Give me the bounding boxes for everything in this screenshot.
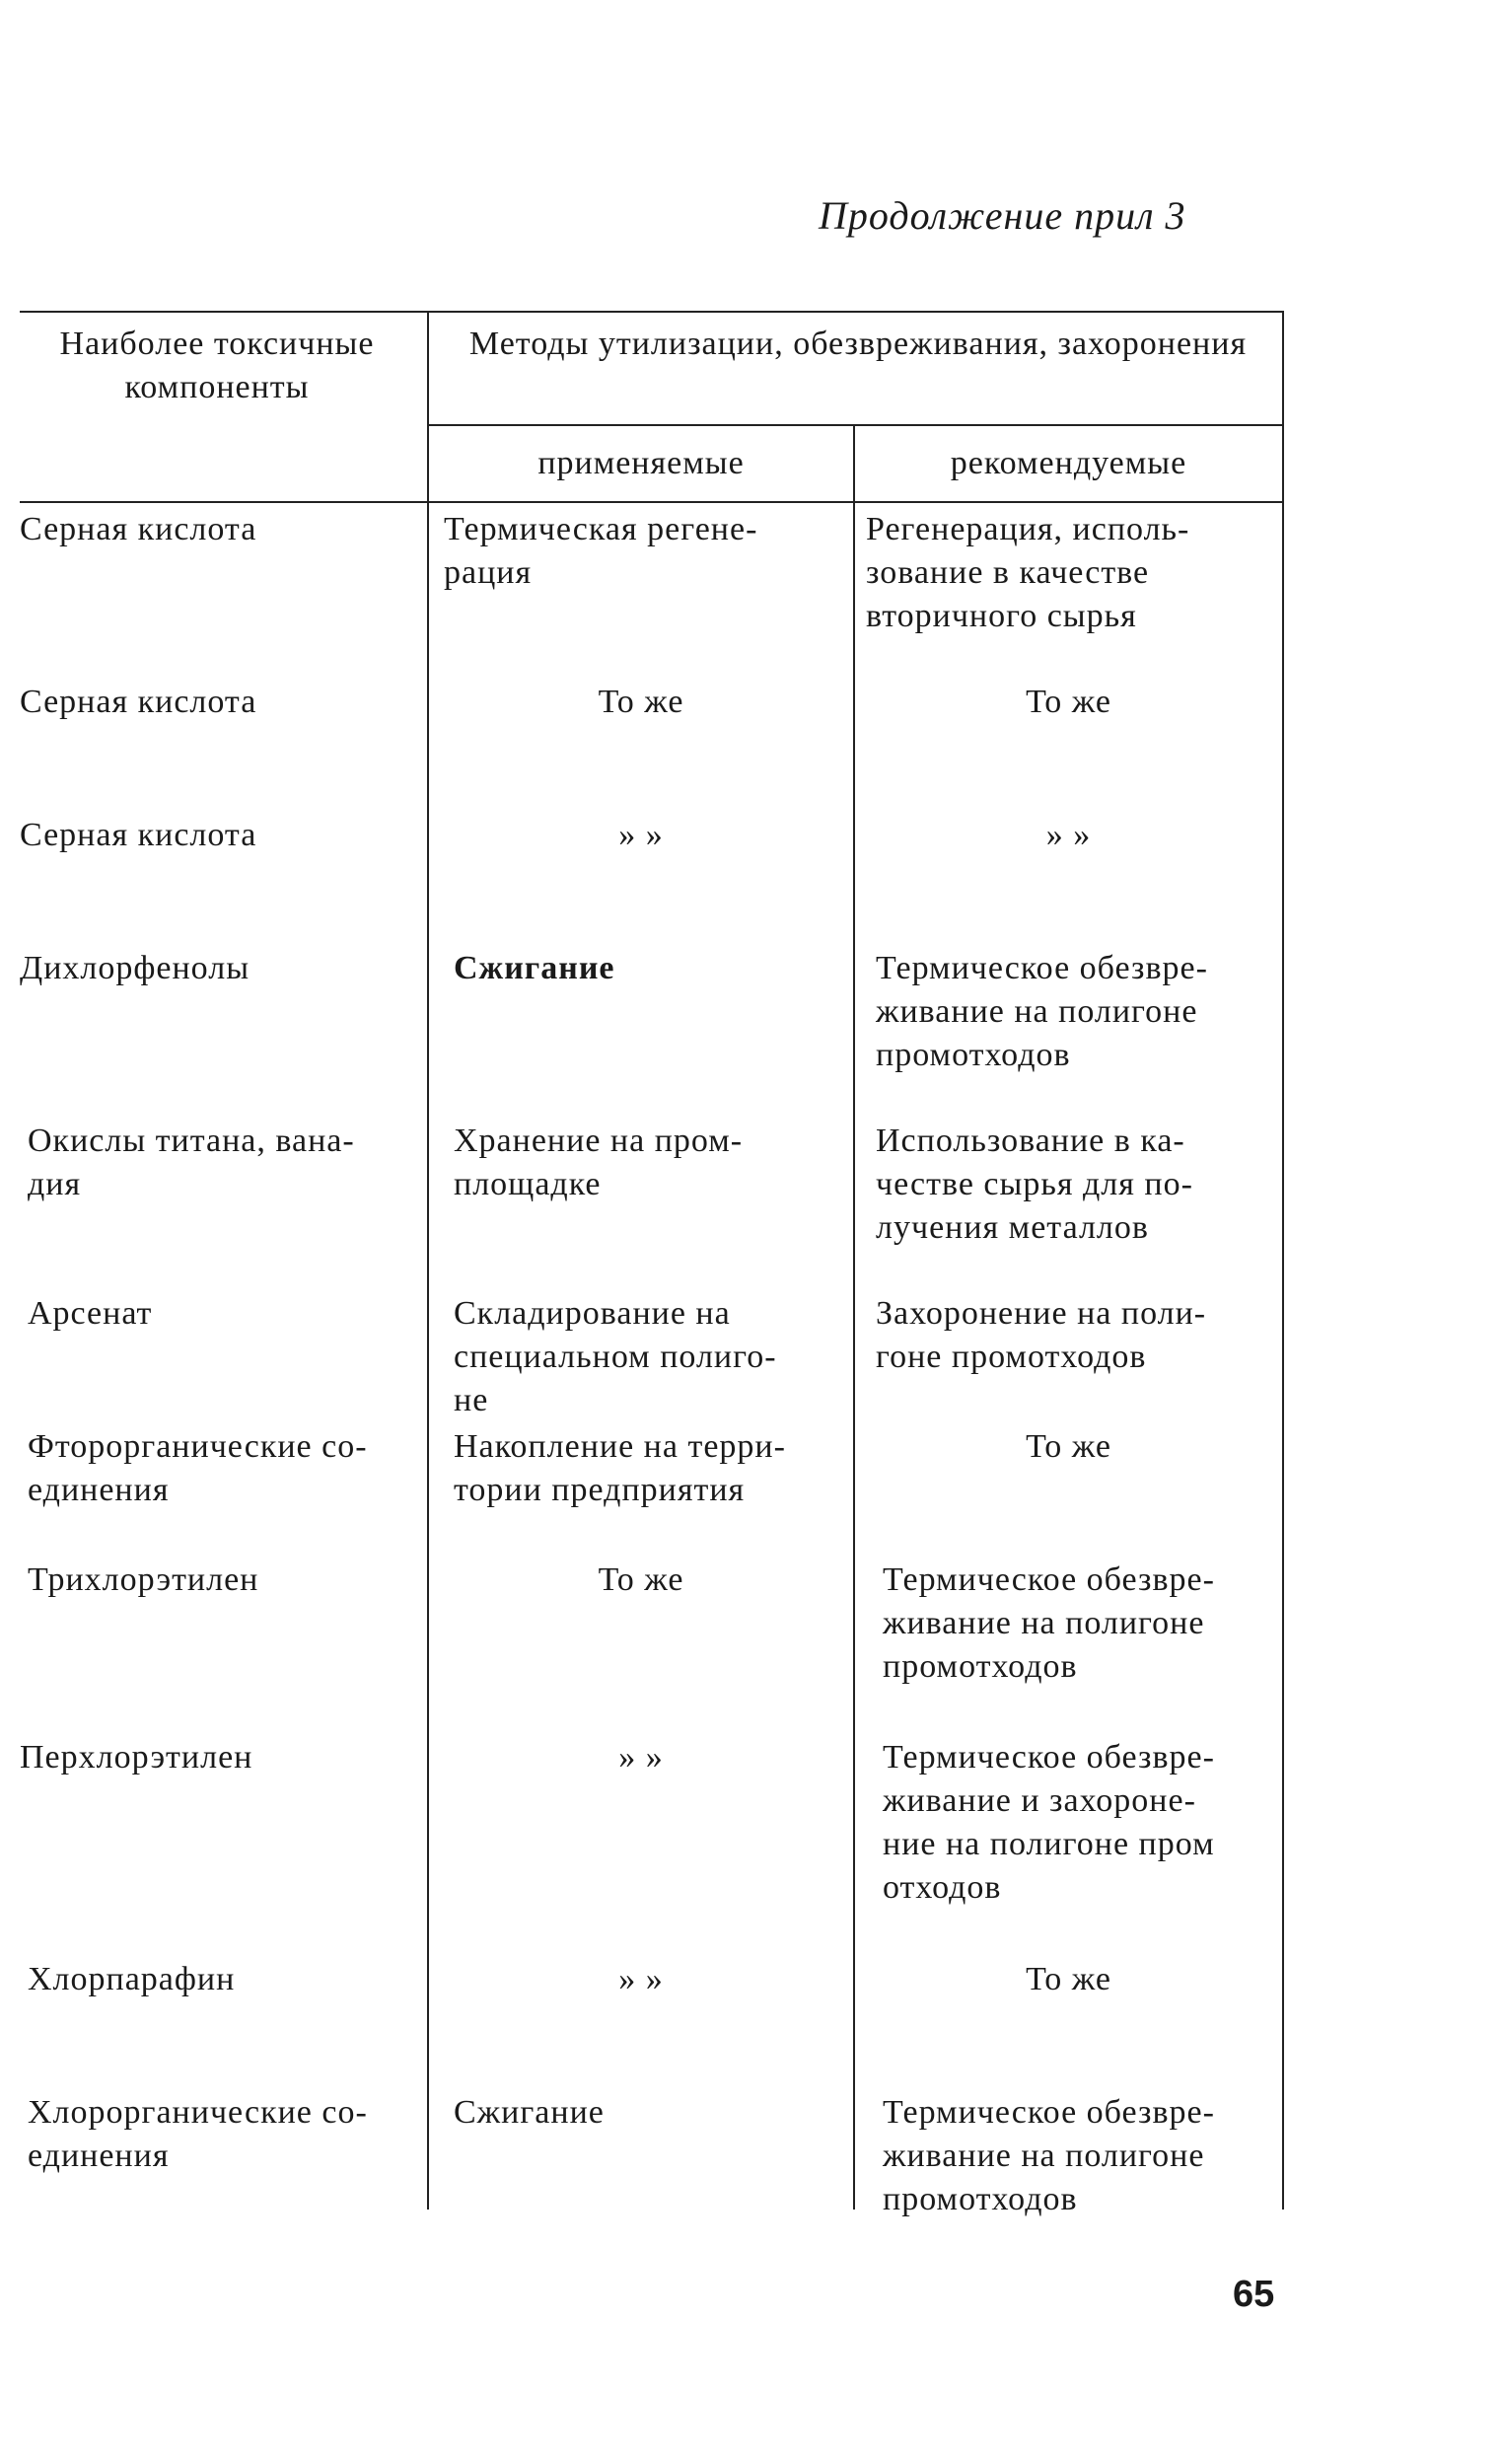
row-9-applied: » » (618, 1739, 664, 1776)
header-components: Наиболее токсичные компоненты (59, 326, 375, 405)
table-right-rule (1282, 311, 1284, 2210)
table-top-rule (20, 311, 1284, 313)
row-3-applied: » » (618, 817, 664, 853)
row-11-recommended: Термическое обезвре- живание на полигоне промотходов (883, 2094, 1215, 2217)
header-methods: Методы утилизации, обезвреживания, захоронения (468, 326, 1248, 362)
row-6-applied: Складирование на специальном полиго- не (454, 1295, 777, 1418)
row-8-component: Трихлорэтилен (28, 1561, 259, 1598)
row-4-recommended: Термическое обезвре- живание на полигоне промотходов (876, 950, 1208, 1073)
row-6-recommended: Захоронение на поли- гоне промотходов (876, 1295, 1207, 1375)
row-4-applied: Сжигание (454, 950, 615, 986)
row-9-recommended: Термическое обезвре- живание и захороне- ние на полигоне пром отходов (883, 1739, 1215, 1906)
row-4-component: Дихлорфенолы (20, 950, 250, 986)
row-7-component: Фторорганические со- единения (28, 1428, 368, 1508)
row-8-recommended: Термическое обезвре- живание на полигоне промотходов (883, 1561, 1215, 1685)
header-applied: применяемые (537, 445, 745, 481)
col-divider-1 (427, 311, 429, 2210)
row-10-applied: » » (618, 1961, 664, 1997)
row-1-component: Серная кислота (20, 511, 257, 547)
row-3-recommended: » » (1045, 817, 1092, 853)
row-9-component: Перхлорэтилен (20, 1739, 253, 1776)
row-5-component: Окислы титана, вана- дия (28, 1123, 355, 1202)
row-1-applied: Термическая регене- рация (444, 511, 758, 591)
row-10-component: Хлорпарафин (28, 1961, 236, 1997)
page-number: 65 (1233, 2274, 1275, 2315)
header-recommended: рекомендуемые (950, 445, 1187, 481)
subheader-rule (429, 424, 1284, 426)
header-bottom-rule (20, 501, 1284, 503)
row-5-recommended: Использование в ка- честве сырья для по- лучения металлов (876, 1123, 1193, 1246)
row-5-applied: Хранение на пром- площадке (454, 1123, 744, 1202)
row-7-applied: Накопление на терри- тории предприятия (454, 1428, 786, 1508)
running-head: Продолжение прил 3 (819, 193, 1186, 238)
row-7-recommended: То же (1026, 1428, 1111, 1465)
row-11-component: Хлорорганические со- единения (28, 2094, 368, 2174)
row-2-component: Серная кислота (20, 684, 257, 720)
row-2-applied: То же (598, 684, 684, 720)
row-1-recommended: Регенерация, исполь- зование в качестве вторичного сырья (866, 511, 1190, 634)
disposal-methods-table (20, 311, 1284, 2217)
row-2-recommended: То же (1026, 684, 1111, 720)
row-8-applied: То же (598, 1561, 684, 1598)
row-6-component: Арсенат (28, 1295, 153, 1332)
row-11-applied: Сжигание (454, 2094, 605, 2131)
row-3-component: Серная кислота (20, 817, 257, 853)
row-10-recommended: То же (1026, 1961, 1111, 1997)
